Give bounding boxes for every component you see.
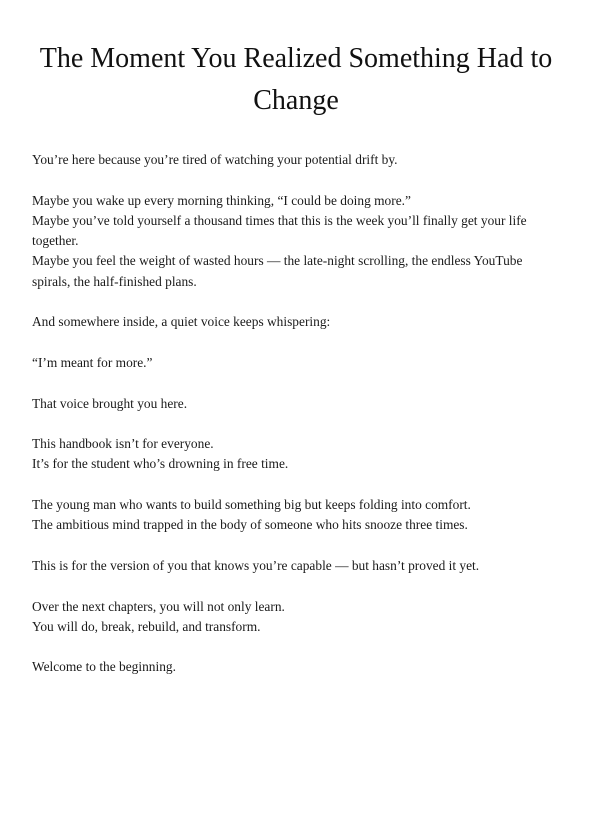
paragraph — [32, 150, 560, 170]
paragraph-line: Over the next chapters, you will not only learn. — [32, 598, 285, 614]
paragraph — [32, 434, 560, 475]
chapter-title: The Moment You Realized Something Had to Change — [39, 43, 553, 116]
paragraph-line: This handbook isn’t for everyone. — [32, 436, 214, 452]
paragraph — [32, 495, 560, 536]
paragraph — [32, 597, 560, 638]
paragraph-line: The young man who wants to build something big but keeps folding into comfort. — [32, 497, 471, 513]
paragraph-line: You’re here because you’re tired of watching your potential drift by. — [32, 152, 398, 167]
paragraph — [32, 657, 560, 677]
paragraph-line: Maybe you’ve told yourself a thousand times that this is the week you’ll finally get your life together. — [32, 212, 527, 249]
paragraph — [32, 353, 560, 373]
paragraph-line: And somewhere inside, a quiet voice keeps whispering: — [32, 314, 331, 330]
paragraph — [32, 556, 560, 576]
chapter-body — [32, 150, 560, 698]
paragraph-line: The ambitious mind trapped in the body of someone who hits snooze three times. — [32, 517, 468, 533]
paragraph — [32, 312, 560, 332]
paragraph-line: It’s for the student who’s drowning in free time. — [32, 456, 289, 472]
paragraph-line: Maybe you wake up every morning thinking, “I could be doing more.” — [32, 192, 411, 208]
paragraph-line: Welcome to the beginning. — [32, 659, 176, 675]
paragraph-line: This is for the version of you that knows you’re capable — but hasn’t proved it yet. — [32, 557, 480, 573]
paragraph-line: That voice brought you here. — [32, 395, 188, 411]
paragraph-line: Maybe you feel the weight of wasted hours — the late-night scrolling, the endless YouTube spirals, the half-finished plans. — [32, 253, 523, 289]
paragraph — [32, 191, 560, 292]
paragraph-line: You will do, break, rebuild, and transform. — [32, 618, 261, 634]
paragraph-line: “I’m meant for more.” — [32, 354, 153, 370]
paragraph — [32, 394, 560, 414]
